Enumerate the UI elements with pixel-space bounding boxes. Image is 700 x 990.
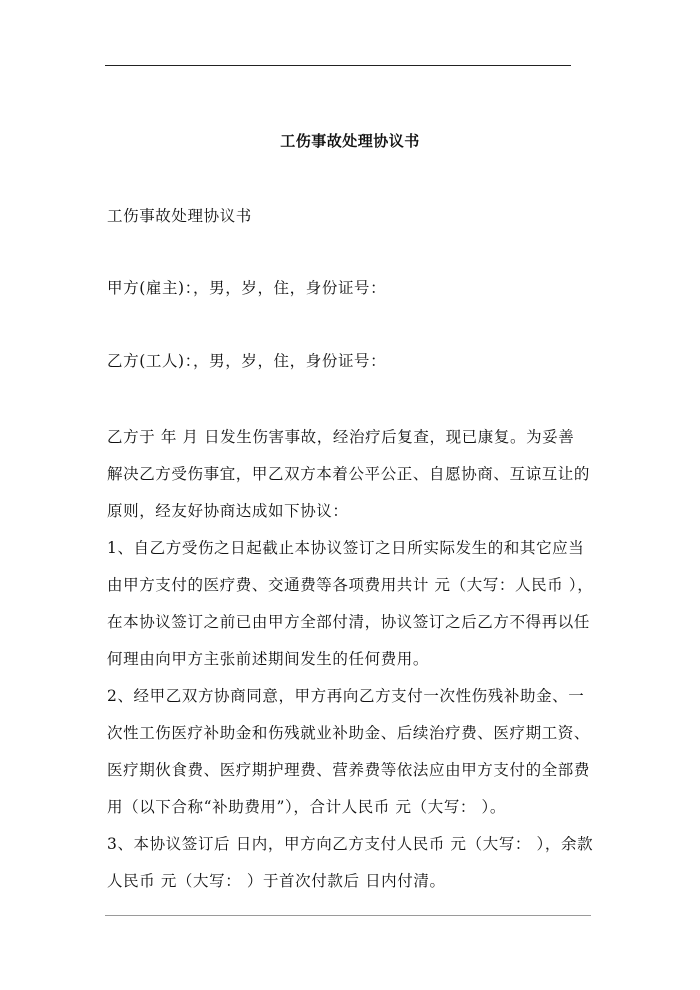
clause-1-line: 何理由向甲方主张前述期间发生的任何费用。 [107, 650, 430, 668]
intro-line: 原则，经友好协商达成如下协议： [107, 502, 349, 520]
clause-3-line: 3、本协议签订后 日内，甲方向乙方支付人民币 元（大写： ），余款 [107, 835, 594, 853]
clause-1-line: 在本协议签订之前已由甲方全部付清，协议签订之后乙方不得再以任 [107, 613, 591, 631]
clause-2-line: 次性工伤医疗补助金和伤残就业补助金、后续治疗费、医疗期工资、 [107, 724, 591, 742]
intro-line: 乙方于 年 月 日发生伤害事故，经治疗后复查，现已康复。为妥善 [107, 428, 575, 446]
header-rule [105, 65, 571, 66]
clause-1-line: 1、自乙方受伤之日起截止本协议签订之日所实际发生的和其它应当 [107, 539, 585, 557]
document-title: 工伤事故处理协议书 [280, 132, 420, 150]
intro-line: 解决乙方受伤事宜，甲乙双方本着公平公正、自愿协商、互谅互让的 [107, 465, 591, 483]
clause-2-line: 用（以下合称“补助费用”），合计人民币 元（大写： ）。 [107, 798, 507, 816]
clause-2-line: 2、经甲乙双方协商同意，甲方再向乙方支付一次性伤残补助金、一 [107, 687, 585, 705]
party-b-line: 乙方(工人)：，男，岁，住，身份证号： [107, 352, 387, 370]
footer-rule [105, 915, 591, 916]
clause-3-line: 人民币 元（大写： ）于首次付款后 日内付清。 [107, 872, 446, 890]
document-subtitle: 工伤事故处理协议书 [107, 207, 252, 225]
clause-2-line: 医疗期伙食费、医疗期护理费、营养费等依法应由甲方支付的全部费 [107, 761, 591, 779]
clause-1-line: 由甲方支付的医疗费、交通费等各项费用共计 元（大写：人民币 ）， [107, 576, 594, 594]
intro-paragraph [107, 426, 597, 907]
party-a-line: 甲方(雇主)：，男，岁，住，身份证号： [107, 279, 387, 297]
